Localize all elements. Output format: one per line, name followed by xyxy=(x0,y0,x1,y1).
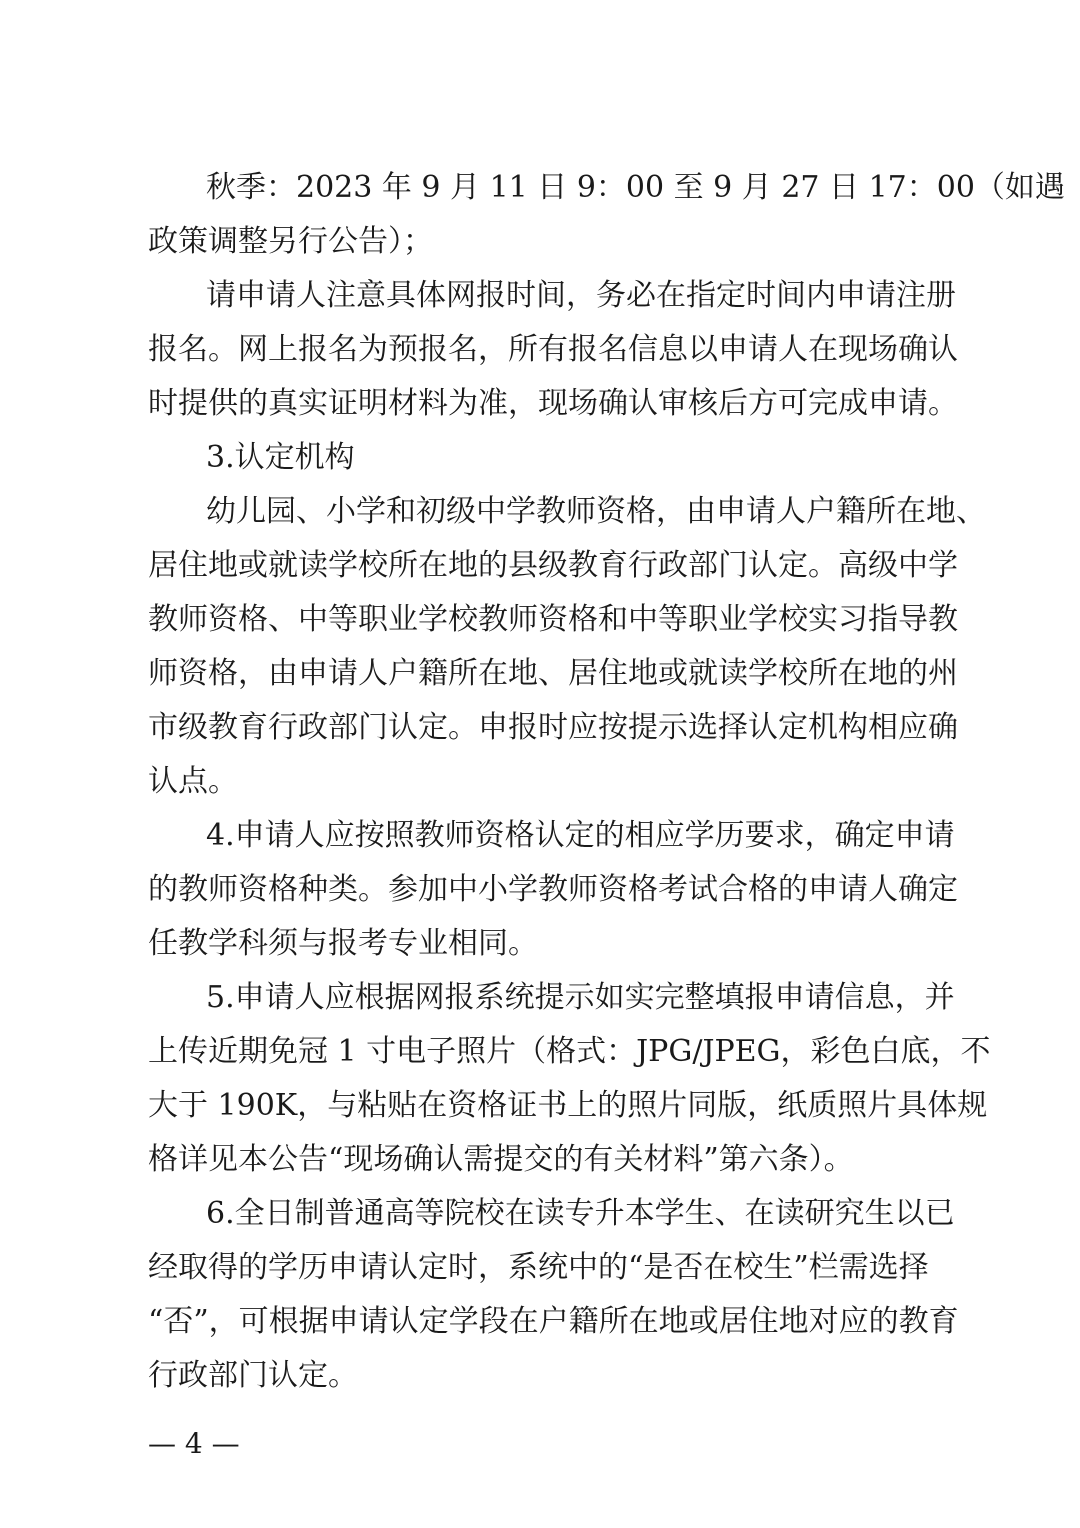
text-line-4: 报名。网上报名为预报名，所有报名信息以申请人在现场确认 xyxy=(148,332,958,367)
text-line-21: 经取得的学历申请认定时，系统中的“是否在校生”栏需选择 xyxy=(148,1250,929,1285)
text-line-22: “否”，可根据申请认定学段在户籍所在地或居住地对应的教育 xyxy=(148,1304,959,1339)
text-line-18: 大于 190K，与粘贴在资格证书上的照片同版，纸质照片具体规 xyxy=(148,1088,988,1123)
text-line-2: 政策调整另行公告）； xyxy=(148,224,433,259)
text-line-16: 5.申请人应根据网报系统提示如实完整填报申请信息，并 xyxy=(206,980,955,1015)
text-line-10: 师资格，由申请人户籍所在地、居住地或就读学校所在地的州 xyxy=(148,656,958,691)
text-line-7: 幼儿园、小学和初级中学教师资格，由申请人户籍所在地、 xyxy=(206,494,986,529)
text-line-23: 行政部门认定。 xyxy=(148,1358,358,1393)
text-line-15: 任教学科须与报考专业相同。 xyxy=(148,926,538,961)
text-line-11: 市级教育行政部门认定。申报时应按提示选择认定机构相应确 xyxy=(148,710,958,745)
text-line-14: 的教师资格种类。参加中小学教师资格考试合格的申请人确定 xyxy=(148,872,958,907)
text-line-5: 时提供的真实证明材料为准，现场确认审核后方可完成申请。 xyxy=(148,386,958,421)
text-line-20: 6.全日制普通高等院校在读专升本学生、在读研究生以已 xyxy=(206,1196,955,1231)
text-line-9: 教师资格、中等职业学校教师资格和中等职业学校实习指导教 xyxy=(148,602,958,637)
text-line-19: 格详见本公告“现场确认需提交的有关材料”第六条）。 xyxy=(148,1142,854,1177)
text-line-12: 认点。 xyxy=(148,764,238,799)
page-number: — 4 — xyxy=(148,1427,240,1460)
text-line-17: 上传近期免冠 1 寸电子照片（格式：JPG/JPEG，彩色白底，不 xyxy=(148,1034,991,1069)
text-line-3: 请申请人注意具体网报时间，务必在指定时间内申请注册 xyxy=(206,278,956,313)
text-line-13: 4.申请人应按照教师资格认定的相应学历要求，确定申请 xyxy=(206,818,955,853)
section-heading-3: 3.认定机构 xyxy=(206,440,355,475)
text-line-8: 居住地或就读学校所在地的县级教育行政部门认定。高级中学 xyxy=(148,548,958,583)
text-line-1: 秋季：2023 年 9 月 11 日 9：00 至 9 月 27 日 17：00（如遇 xyxy=(206,170,1065,205)
